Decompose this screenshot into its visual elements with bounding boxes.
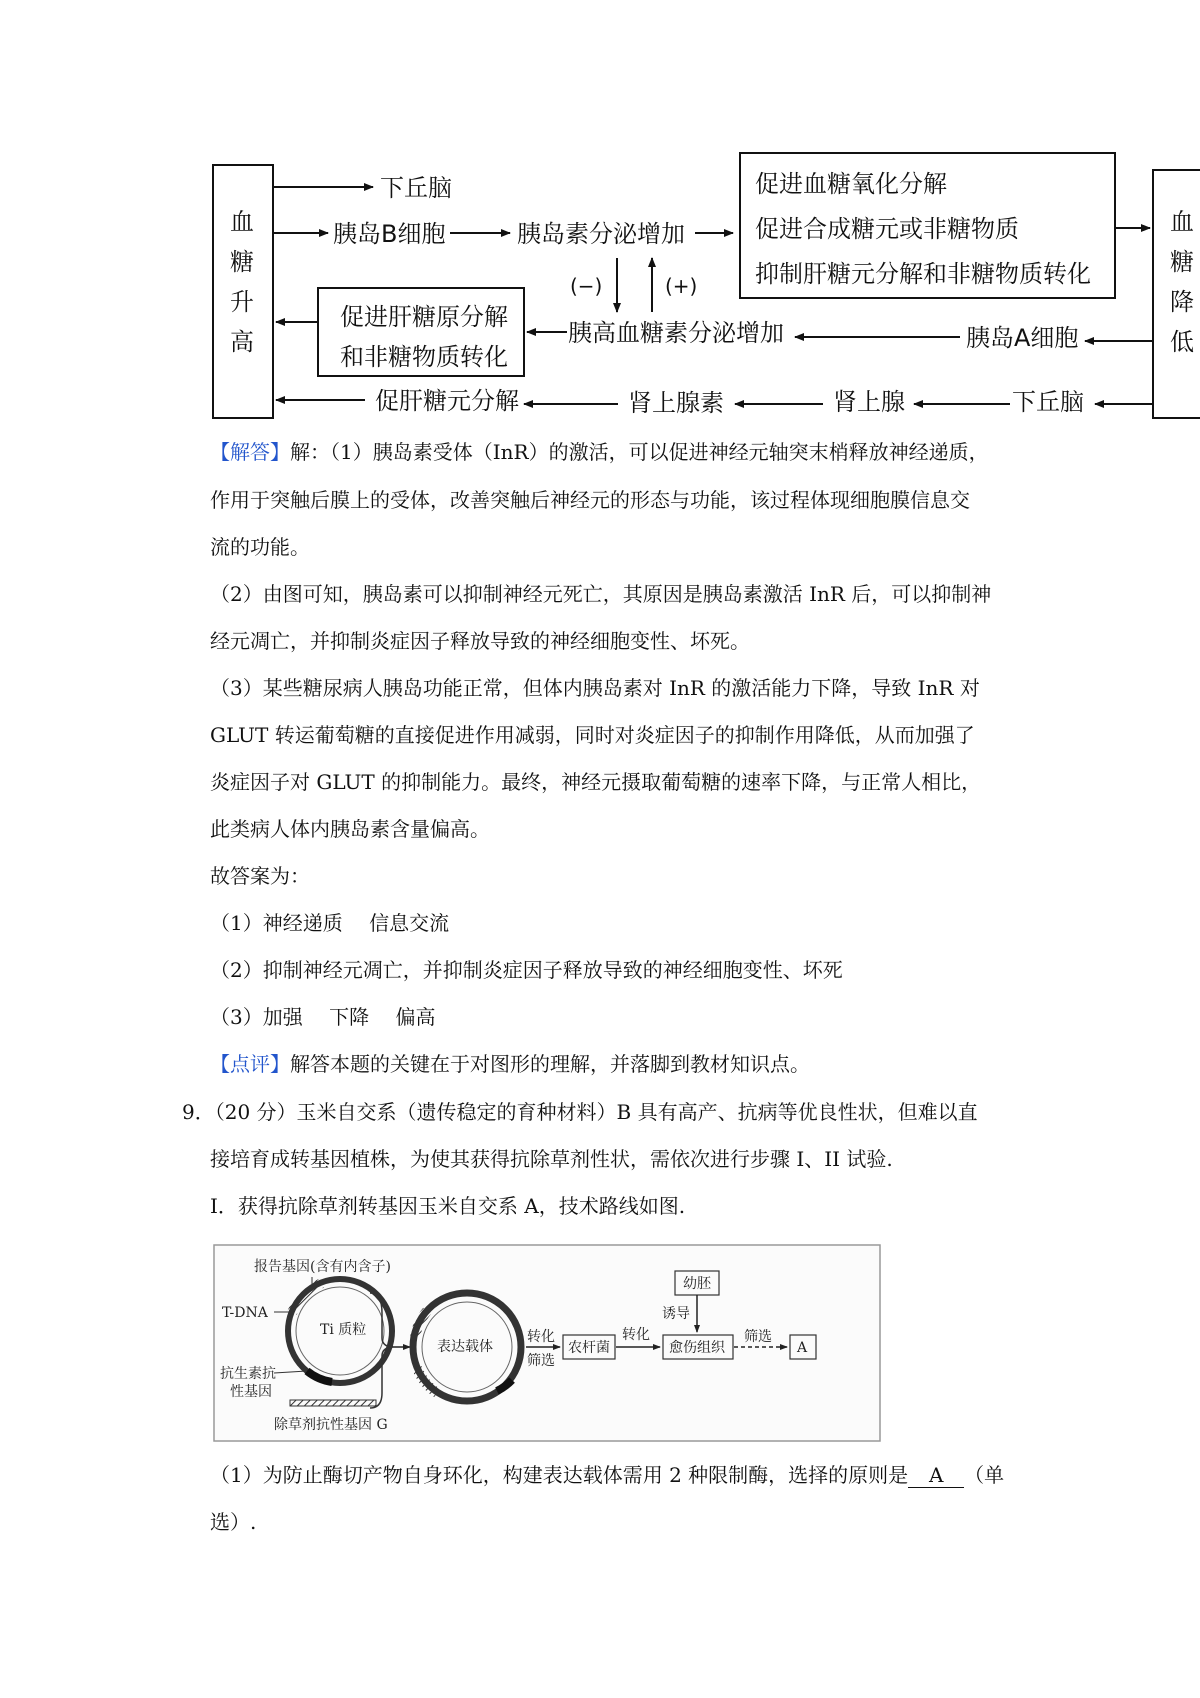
glucagon-effect-line: 促进肝糖原分解	[340, 303, 508, 331]
right-box-char: 血	[1170, 208, 1194, 236]
answer-line-4: （2）由图可知，胰岛素可以抑制神经元死亡，其原因是胰岛素激活 InR 后，可以抑制神	[210, 582, 992, 606]
glucagon-effect-line: 和非糖物质转化	[340, 343, 508, 371]
left-box-char: 血	[230, 208, 254, 236]
effect-line: 促进合成糖元或非糖物质	[755, 215, 1019, 243]
comment-line: 【点评】解答本题的关键在于对图形的理解，并落脚到教材知识点。	[210, 1052, 810, 1076]
technical-route-figure	[212, 1243, 884, 1445]
glucagon-up-label: 胰高血糖素分泌增加	[568, 319, 784, 347]
transform-label-2: 转化	[622, 1327, 650, 1343]
q9-1-line-1: （1）为防止酶切产物自身环化，构建表达载体需用 2 种限制酶，选择的原则是 A （单	[210, 1463, 1005, 1487]
answer-line-5: 经元凋亡，并抑制炎症因子释放导致的神经细胞变性、坏死。	[210, 629, 750, 653]
beta-cell-label: 胰岛B细胞	[333, 220, 446, 248]
liver-glycogen-label: 促肝糖元分解	[375, 387, 519, 415]
left-box-char: 升	[230, 288, 254, 316]
reporter-gene-label: 报告基因(含有内含子)	[254, 1259, 391, 1275]
herbicide-gene-bar	[290, 1400, 376, 1406]
right-box-char: 降	[1170, 288, 1194, 316]
answer-line-7: GLUT 转运葡萄糖的直接促进作用减弱，同时对炎症因子的抑制作用降低，从而加强了	[210, 723, 975, 747]
answer-line-2: 作用于突触后膜上的受体，改善突触后神经元的形态与功能，该过程体现细胞膜信息交	[210, 488, 970, 512]
insulin-up-label: 胰岛素分泌增加	[517, 220, 685, 248]
blood-sugar-diagram	[0, 140, 1200, 430]
hypothalamus-bottom-label: 下丘脑	[1012, 388, 1084, 416]
induce-label: 诱导	[662, 1306, 690, 1322]
right-box-char: 低	[1170, 328, 1194, 356]
effect-line: 促进血糖氧化分解	[755, 170, 947, 198]
answer-line-8: 炎症因子对 GLUT 的抑制能力。最终，神经元摄取葡萄糖的速率下降，与正常人相比，	[210, 770, 982, 794]
plus-label: (+)	[665, 274, 698, 298]
antibiotic-label: 性基因	[230, 1384, 272, 1400]
effect-line: 抑制肝糖元分解和非糖物质转化	[755, 260, 1091, 288]
answer-line-9: 此类病人体内胰岛素含量偏高。	[210, 817, 490, 841]
answer-line-11: （1）神经递质 信息交流	[210, 911, 450, 935]
q9-1-line-2: 选）.	[210, 1510, 257, 1534]
q9-line-3: Ⅰ．获得抗除草剂转基因玉米自交系 A，技术路线如图.	[210, 1194, 686, 1218]
answer-line-1: 【解答】解：（1）胰岛素受体（InR）的激活，可以促进神经元轴突末梢释放神经递质，	[210, 440, 989, 464]
tdna-label: T-DNA	[222, 1305, 268, 1321]
answer-tag: 【解答】	[210, 440, 290, 464]
left-box-char: 糖	[230, 248, 254, 276]
hypothalamus-top-label: 下丘脑	[380, 174, 452, 202]
screen-label-1: 筛选	[527, 1353, 555, 1369]
answer-blank: A	[908, 1463, 964, 1488]
expression-vector-label: 表达载体	[437, 1339, 493, 1355]
answer-line-13: （3）加强 下降 偏高	[210, 1005, 436, 1029]
minus-label: (−)	[570, 274, 603, 298]
embryo-label: 幼胚	[683, 1276, 711, 1292]
result-label: A	[797, 1340, 808, 1356]
screen-label-2: 筛选	[744, 1329, 772, 1345]
adrenaline-label: 肾上腺素	[628, 389, 724, 417]
agrobacterium-label: 农杆菌	[568, 1340, 610, 1356]
callus-label: 愈伤组织	[669, 1340, 725, 1356]
left-box-char: 高	[230, 328, 254, 356]
answer-line-10: 故答案为：	[210, 864, 310, 888]
answer-line-12: （2）抑制神经元凋亡，并抑制炎症因子释放导致的神经细胞变性、坏死	[210, 958, 843, 982]
q9-line-1: 9．（20 分）玉米自交系（遗传稳定的育种材料）B 具有高产、抗病等优良性状，但难以直	[182, 1100, 978, 1124]
herbicide-gene-label: 除草剂抗性基因 G	[274, 1417, 388, 1433]
ti-plasmid-label: Ti 质粒	[320, 1322, 367, 1338]
comment-tag: 【点评】	[210, 1052, 290, 1076]
transform-label-1: 转化	[527, 1329, 555, 1345]
antibiotic-label: 抗生素抗	[220, 1366, 276, 1382]
right-box-char: 糖	[1170, 248, 1194, 276]
adrenal-label: 肾上腺	[833, 388, 905, 416]
answer-line-6: （3）某些糖尿病人胰岛功能正常，但体内胰岛素对 InR 的激活能力下降，导致 InR 对	[210, 676, 980, 700]
q9-line-2: 接培育成转基因植株，为使其获得抗除草剂性状，需依次进行步骤 I、II 试验.	[210, 1147, 893, 1171]
answer-line-3: 流的功能。	[210, 535, 310, 559]
alpha-cell-label: 胰岛A细胞	[966, 324, 1079, 352]
